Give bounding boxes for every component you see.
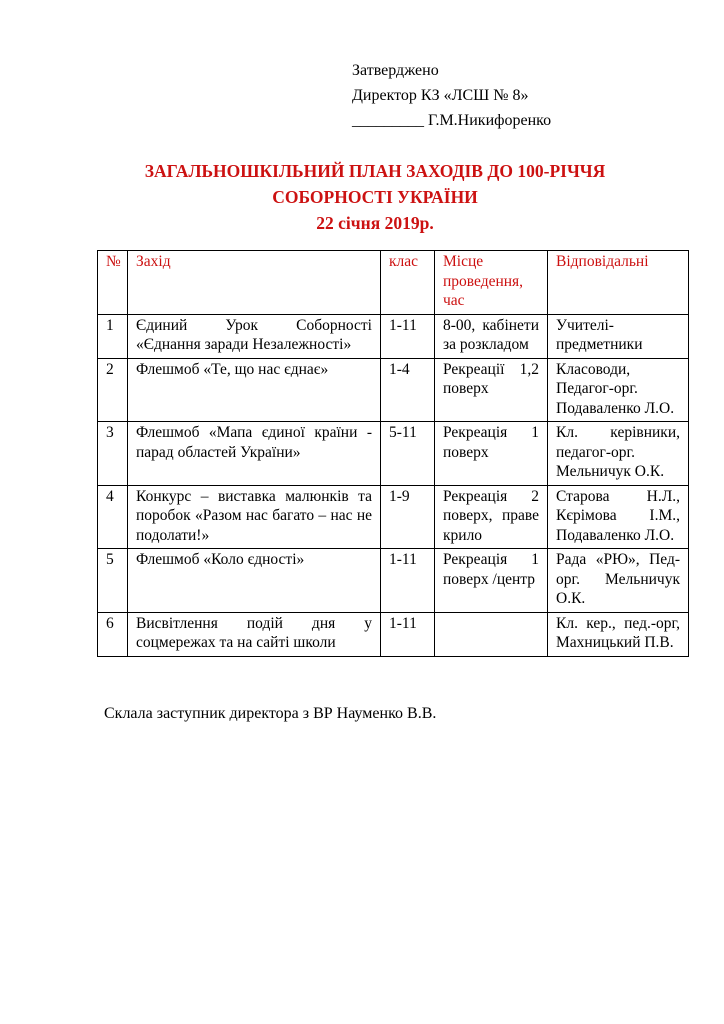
cell-num: 1 (98, 314, 128, 358)
table-row (98, 314, 689, 358)
column-header-event: Захід (128, 251, 381, 315)
approval-line-director: Директор КЗ «ЛСШ № 8» (352, 87, 529, 104)
column-header-place: Місце проведення, час (435, 251, 548, 315)
column-header-responsible: Відповідальні (548, 251, 689, 315)
plan-table-head (98, 251, 689, 315)
plan-table (97, 250, 689, 657)
cell-num: 4 (98, 485, 128, 549)
document-title (60, 158, 690, 236)
approval-block (352, 58, 551, 133)
title-line-3: 22 січня 2019р. (316, 213, 434, 233)
compiled-by-line: Склала заступник директора з ВР Науменко В.В. (104, 705, 437, 722)
cell-responsible: Кл. кер., пед.-орг, Махницький П.В. (548, 612, 689, 656)
cell-event: Конкурс – виставка малюнків та поробок «Разом нас багато – нас не подолати!» (128, 485, 381, 549)
cell-responsible: Учителі-предметники (548, 314, 689, 358)
table-row (98, 358, 689, 422)
cell-num: 2 (98, 358, 128, 422)
cell-responsible: Рада «РЮ», Пед-орг. Мельничук О.К. (548, 549, 689, 613)
table-row (98, 485, 689, 549)
table-row (98, 612, 689, 656)
cell-grades: 1-4 (381, 358, 435, 422)
cell-responsible: Старова Н.Л., Кєрімова І.М., Подаваленко Л.О. (548, 485, 689, 549)
cell-grades: 1-11 (381, 612, 435, 656)
table-row (98, 422, 689, 486)
cell-grades: 5-11 (381, 422, 435, 486)
cell-num: 3 (98, 422, 128, 486)
cell-event: Єдиний Урок Соборності «Єднання заради Незалежності» (128, 314, 381, 358)
table-row (98, 549, 689, 613)
cell-event: Флешмоб «Коло єдності» (128, 549, 381, 613)
cell-place: 8-00, кабінети за розкладом (435, 314, 548, 358)
cell-place: Рекреація 1 поверх /центр (435, 549, 548, 613)
column-header-grades: клас (381, 251, 435, 315)
cell-place: Рекреації 1,2 поверх (435, 358, 548, 422)
title-line-2: СОБОРНОСТІ УКРАЇНИ (272, 187, 478, 207)
cell-event: Флешмоб «Те, що нас єднає» (128, 358, 381, 422)
approval-line-approved: Затверджено (352, 62, 439, 79)
cell-num: 6 (98, 612, 128, 656)
cell-event: Висвітлення подій дня у соцмережах та на сайті школи (128, 612, 381, 656)
cell-grades: 1-11 (381, 549, 435, 613)
title-line-1: ЗАГАЛЬНОШКІЛЬНИЙ ПЛАН ЗАХОДІВ ДО 100-РІЧЧЯ (144, 161, 606, 181)
approval-line-signature: _________ Г.М.Никифоренко (352, 112, 552, 129)
cell-responsible: Класоводи, Педагог-орг. Подаваленко Л.О. (548, 358, 689, 422)
cell-grades: 1-11 (381, 314, 435, 358)
cell-event: Флешмоб «Мапа єдиної країни - парад областей України» (128, 422, 381, 486)
cell-num: 5 (98, 549, 128, 613)
cell-responsible: Кл. керівники, педагог-орг. Мельничук О.К. (548, 422, 689, 486)
table-header-row (98, 251, 689, 315)
cell-place: Рекреація 2 поверх, праве крило (435, 485, 548, 549)
cell-place: Рекреація 1 поверх (435, 422, 548, 486)
column-header-num: № (98, 251, 128, 315)
cell-grades: 1-9 (381, 485, 435, 549)
plan-table-body (98, 314, 689, 656)
cell-place (435, 612, 548, 656)
